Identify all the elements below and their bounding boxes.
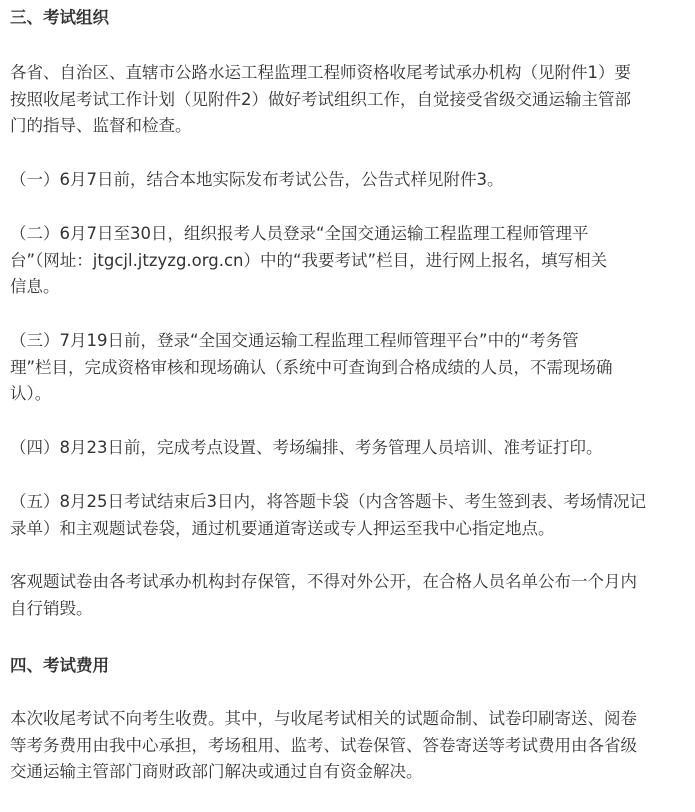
paragraph-step-1 [10,167,690,194]
paragraph-line: （二）6月7日至30日，组织报考人员登录“全国交通运输工程监理工程师管理平 [10,224,589,243]
paragraph-line: 本次收尾考试不向考生收费。其中，与收尾考试相关的试题命制、试卷印刷寄送、阅卷 [10,709,637,728]
paragraph-line: （四）8月23日前，完成考点设置、考场编排、考务管理人员培训、准考证打印。 [10,438,603,457]
paragraph-line: 门的指导、监督和检查。 [10,116,192,135]
paragraph-step-4 [10,435,690,462]
paragraph-line: 认）。 [10,384,52,403]
paragraph-line: （五）8月25日考试结束后3日内，将答题卡袋（内含答题卡、考生签到表、考场情况记 [10,492,646,511]
paragraph-line: 自行销毁。 [10,598,93,618]
paragraph-step-3 [10,328,690,408]
paragraph-line: 等考务费用由我中心承担，考场租用、监考、试卷保管、答卷寄送等考试费用由各省级 [10,735,637,755]
paragraph-line: （一）6月7日前，结合本地实际发布考试公告，公告式样见附件3。 [10,170,504,189]
paragraph-line: 理”栏目，完成资格审核和现场确认（系统中可查询到合格成绩的人员，不需现场确 [10,357,613,377]
paragraph-line: （三）7月19日前，登录“全国交通运输工程监理工程师管理平台”中的“考务管 [10,331,579,350]
paragraph-step-2 [10,221,690,301]
section-heading-exam-fees: 四、考试费用 [10,656,109,675]
paragraph-organization-intro [10,60,690,140]
paragraph-line: 按照收尾考试工作计划（见附件2）做好考试组织工作，自觉接受省级交通运输主管部 [10,89,631,109]
section-heading-exam-organization: 三、考试组织 [10,8,109,27]
paragraph-objective-papers [10,569,690,622]
paragraph-line: 交通运输主管部门商财政部门解决或通过自有资金解决。 [10,762,423,781]
paragraph-fees [10,706,690,786]
paragraph-line: 客观题试卷由各考试承办机构封存保管，不得对外公开，在合格人员名单公布一个月内 [10,572,637,591]
paragraph-line: 各省、自治区、直辖市公路水运工程监理工程师资格收尾考试承办机构（见附件1）要 [10,63,631,82]
paragraph-line: 录单）和主观题试卷袋，通过机要通道寄送或专人押运至我中心指定地点。 [10,518,555,538]
paragraph-line: 信息。 [10,277,60,296]
paragraph-line: 台”（网址：jtgcjl.jtzyzg.org.cn）中的“我要考试”栏目，进行网上报名，填写相关 [10,250,608,270]
paragraph-step-5 [10,489,690,542]
